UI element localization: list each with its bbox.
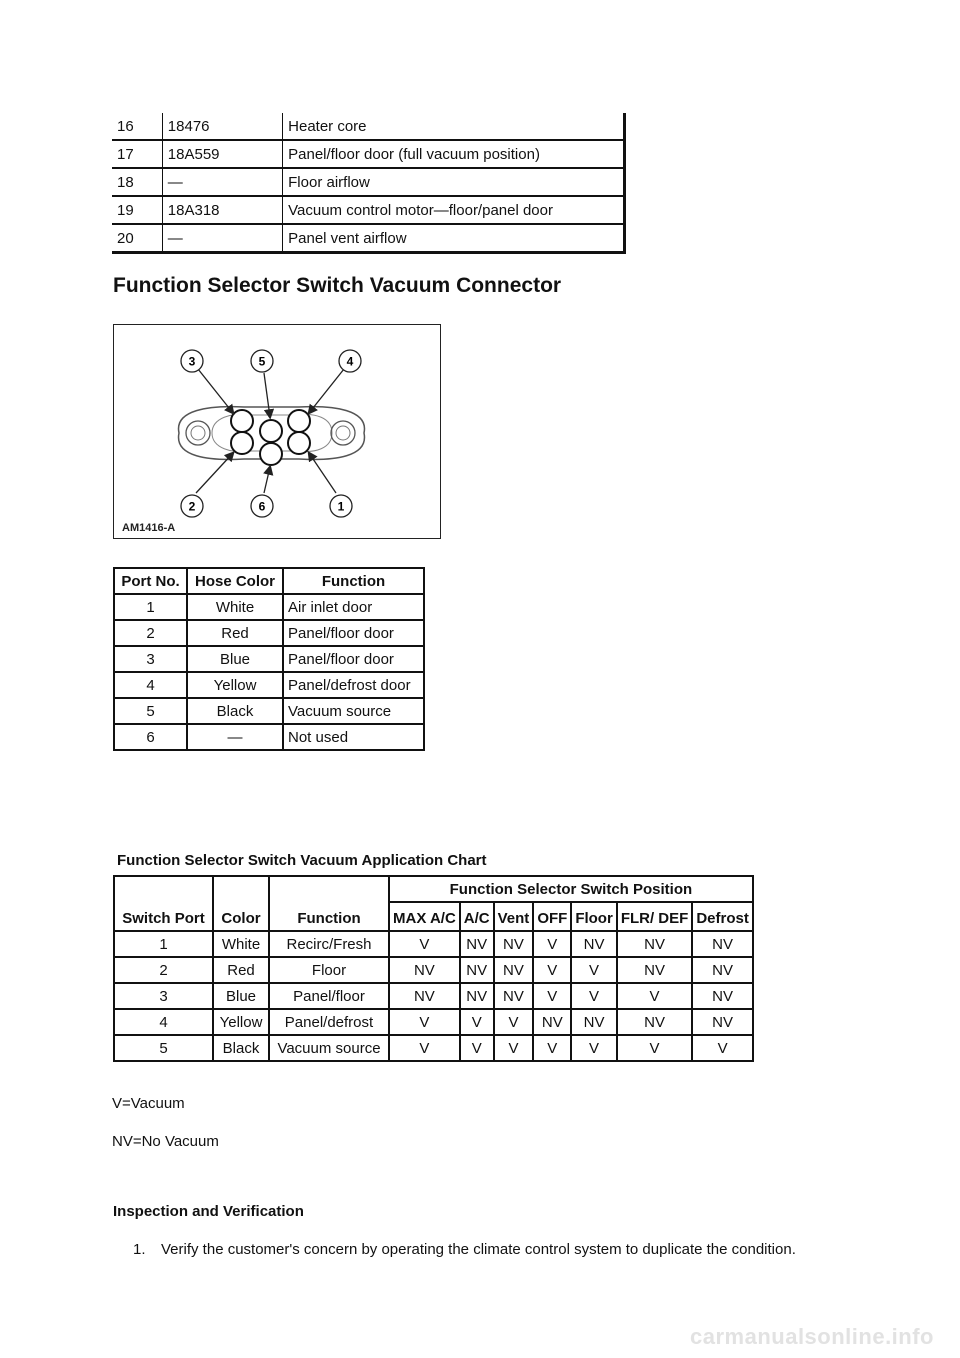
vacuum-state-cell: NV <box>494 957 534 983</box>
vacuum-state-cell: V <box>617 983 693 1009</box>
parts-row <box>112 224 625 253</box>
ref-number-cell: 19 <box>112 196 162 224</box>
color-cell: Yellow <box>213 1009 269 1035</box>
chart-row <box>114 957 753 983</box>
switch-port-cell: 1 <box>114 931 213 957</box>
vacuum-state-cell: V <box>494 1035 534 1061</box>
parts-table <box>112 113 626 254</box>
function-cell: Floor <box>269 957 389 983</box>
vacuum-state-cell: NV <box>692 983 753 1009</box>
port-number-cell: 5 <box>114 698 187 724</box>
description-cell: Heater core <box>283 113 625 140</box>
mount-hole-left <box>186 421 210 445</box>
color-cell: Blue <box>213 983 269 1009</box>
chart-row <box>114 983 753 1009</box>
connector-diagram <box>113 324 441 539</box>
vacuum-state-cell: NV <box>460 957 494 983</box>
port-row <box>114 620 424 646</box>
part-number-cell: 18476 <box>162 113 282 140</box>
port-number-cell: 6 <box>114 724 187 750</box>
description-cell: Vacuum control motor—floor/panel door <box>283 196 625 224</box>
vacuum-state-cell: NV <box>460 931 494 957</box>
part-number-cell: 18A559 <box>162 140 282 168</box>
parts-row <box>112 196 625 224</box>
function-cell: Panel/defrost door <box>283 672 424 698</box>
col-header-position: OFF <box>533 902 571 931</box>
parts-row <box>112 140 625 168</box>
switch-port-cell: 2 <box>114 957 213 983</box>
port-row <box>114 724 424 750</box>
vacuum-state-cell: NV <box>692 957 753 983</box>
part-number-cell: — <box>162 168 282 196</box>
function-cell: Not used <box>283 724 424 750</box>
switch-port-cell: 4 <box>114 1009 213 1035</box>
vacuum-state-cell: NV <box>460 983 494 1009</box>
port-6 <box>260 443 282 465</box>
port-row <box>114 672 424 698</box>
switch-port-cell: 3 <box>114 983 213 1009</box>
vacuum-state-cell: NV <box>533 1009 571 1035</box>
hose-color-cell: Yellow <box>187 672 283 698</box>
vacuum-state-cell: NV <box>494 931 534 957</box>
vacuum-state-cell: V <box>389 1035 460 1061</box>
hose-color-cell: White <box>187 594 283 620</box>
description-cell: Panel/floor door (full vacuum position) <box>283 140 625 168</box>
color-cell: White <box>213 931 269 957</box>
vacuum-state-cell: V <box>460 1009 494 1035</box>
col-header-position: Vent <box>494 902 534 931</box>
vacuum-state-cell: V <box>571 1035 617 1061</box>
vacuum-state-cell: V <box>571 957 617 983</box>
figure-id: AM1416-A <box>122 522 176 534</box>
vacuum-state-cell: NV <box>617 1009 693 1035</box>
function-cell: Panel/floor door <box>283 646 424 672</box>
mount-hole-right-inner <box>336 426 350 440</box>
callout-2: 2 <box>188 499 196 514</box>
color-cell: Red <box>213 957 269 983</box>
port-number-cell: 2 <box>114 620 187 646</box>
connector-diagram-svg <box>114 325 440 538</box>
vacuum-state-cell: V <box>617 1035 693 1061</box>
vacuum-state-cell: V <box>533 957 571 983</box>
ref-number-cell: 20 <box>112 224 162 253</box>
function-cell: Air inlet door <box>283 594 424 620</box>
color-cell: Black <box>213 1035 269 1061</box>
chart-row <box>114 1035 753 1061</box>
function-cell: Panel/defrost <box>269 1009 389 1035</box>
col-header-port: Port No. <box>114 568 187 594</box>
col-header-position: Floor <box>571 902 617 931</box>
port-4 <box>288 410 310 432</box>
legend-vacuum: V=Vacuum <box>112 1095 185 1112</box>
vacuum-state-cell: NV <box>617 957 693 983</box>
callout-1: 1 <box>337 499 345 514</box>
col-header-position: FLR/ DEF <box>617 902 693 931</box>
hose-color-cell: — <box>187 724 283 750</box>
function-cell: Vacuum source <box>269 1035 389 1061</box>
inspection-step <box>133 1241 796 1258</box>
switch-port-cell: 5 <box>114 1035 213 1061</box>
port-row <box>114 594 424 620</box>
chart-row <box>114 931 753 957</box>
callout-5: 5 <box>258 354 266 369</box>
part-number-cell: — <box>162 224 282 253</box>
vacuum-application-chart <box>113 875 754 1062</box>
hose-color-cell: Black <box>187 698 283 724</box>
col-header-position: MAX A/C <box>389 902 460 931</box>
mount-hole-right <box>331 421 355 445</box>
parts-row <box>112 168 625 196</box>
ref-number-cell: 18 <box>112 168 162 196</box>
vacuum-state-cell: NV <box>571 1009 617 1035</box>
ref-number-cell: 17 <box>112 140 162 168</box>
vacuum-state-cell: NV <box>389 983 460 1009</box>
vacuum-state-cell: NV <box>389 957 460 983</box>
parts-row <box>112 113 625 140</box>
callout-6: 6 <box>258 499 266 514</box>
callout-3: 3 <box>188 354 196 369</box>
port-number-cell: 3 <box>114 646 187 672</box>
mount-hole-left-inner <box>191 426 205 440</box>
vacuum-state-cell: V <box>571 983 617 1009</box>
vacuum-state-cell: NV <box>692 1009 753 1035</box>
chart-title: Function Selector Switch Vacuum Application Chart <box>117 852 487 869</box>
vacuum-state-cell: NV <box>494 983 534 1009</box>
chart-row <box>114 1009 753 1035</box>
watermark: carmanualsonline.info <box>690 1324 934 1349</box>
port-number-cell: 4 <box>114 672 187 698</box>
inspection-heading: Inspection and Verification <box>113 1203 304 1220</box>
section-heading: Function Selector Switch Vacuum Connector <box>113 274 562 297</box>
function-cell: Vacuum source <box>283 698 424 724</box>
function-cell: Panel/floor door <box>283 620 424 646</box>
col-header-position: Defrost <box>692 902 753 931</box>
vacuum-state-cell: NV <box>617 931 693 957</box>
port-number-cell: 1 <box>114 594 187 620</box>
vacuum-state-cell: V <box>533 931 571 957</box>
port-3 <box>231 410 253 432</box>
vacuum-state-cell: V <box>389 1009 460 1035</box>
callout-4: 4 <box>346 354 354 369</box>
hose-color-cell: Red <box>187 620 283 646</box>
part-number-cell: 18A318 <box>162 196 282 224</box>
vacuum-state-cell: NV <box>692 931 753 957</box>
group-header-positions: Function Selector Switch Position <box>389 876 753 902</box>
port-2 <box>231 432 253 454</box>
port-5 <box>260 420 282 442</box>
description-cell: Panel vent airflow <box>283 224 625 253</box>
description-cell: Floor airflow <box>283 168 625 196</box>
vacuum-state-cell: V <box>460 1035 494 1061</box>
legend-no-vacuum: NV=No Vacuum <box>112 1133 219 1150</box>
port-table <box>113 567 425 751</box>
port-row <box>114 698 424 724</box>
ref-number-cell: 16 <box>112 113 162 140</box>
col-header-function: Function <box>283 568 424 594</box>
col-header-color: Color <box>213 876 269 931</box>
vacuum-state-cell: V <box>692 1035 753 1061</box>
vacuum-state-cell: V <box>389 931 460 957</box>
port-1 <box>288 432 310 454</box>
col-header-position: A/C <box>460 902 494 931</box>
vacuum-state-cell: NV <box>571 931 617 957</box>
col-header-hose-color: Hose Color <box>187 568 283 594</box>
function-cell: Panel/floor <box>269 983 389 1009</box>
col-header-function: Function <box>269 876 389 931</box>
function-cell: Recirc/Fresh <box>269 931 389 957</box>
step-number: 1. <box>133 1241 146 1258</box>
vacuum-state-cell: V <box>533 983 571 1009</box>
port-row <box>114 646 424 672</box>
step-text: Verify the customer's concern by operating the climate control system to duplicate the condition. <box>161 1241 796 1258</box>
col-header-switch-port: Switch Port <box>114 876 213 931</box>
vacuum-state-cell: V <box>494 1009 534 1035</box>
vacuum-state-cell: V <box>533 1035 571 1061</box>
hose-color-cell: Blue <box>187 646 283 672</box>
